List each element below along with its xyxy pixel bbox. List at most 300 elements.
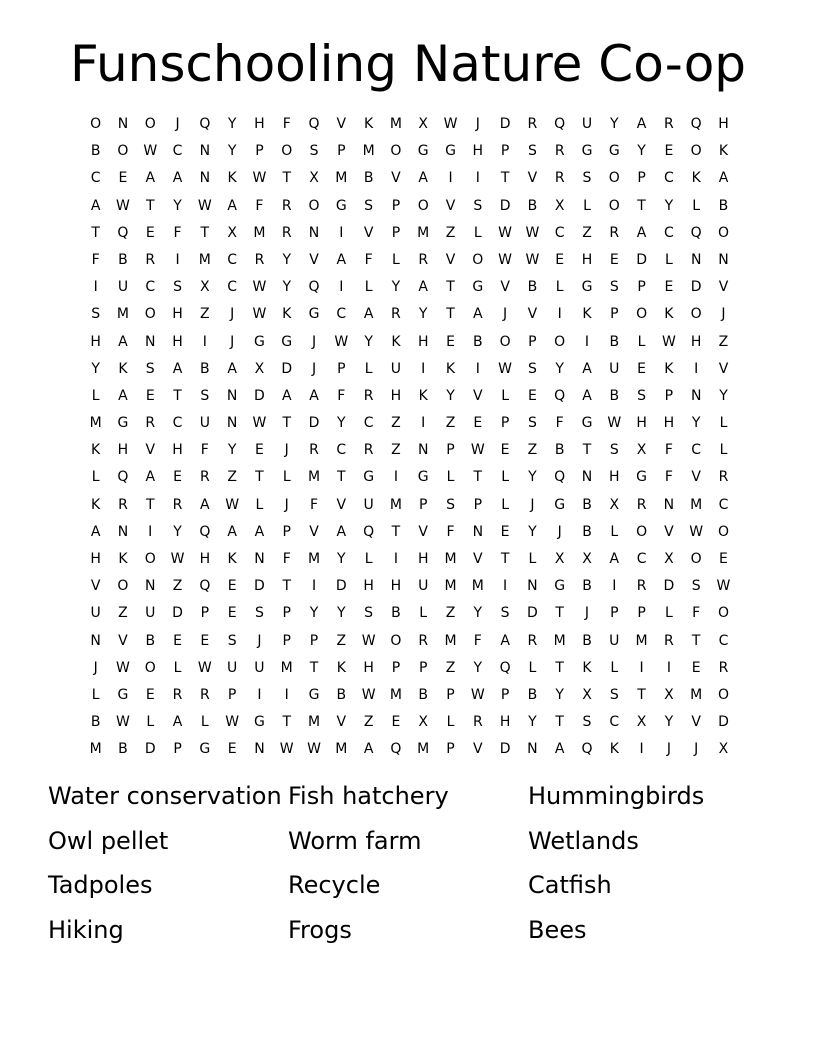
- grid-letter[interactable]: R: [199, 469, 210, 486]
- grid-letter[interactable]: L: [528, 659, 537, 676]
- grid-letter[interactable]: E: [527, 387, 537, 404]
- grid-letter[interactable]: Q: [581, 741, 593, 758]
- grid-letter[interactable]: L: [364, 360, 373, 377]
- grid-letter[interactable]: M: [389, 496, 402, 513]
- grid-letter[interactable]: E: [691, 659, 701, 676]
- grid-letter[interactable]: E: [637, 360, 647, 377]
- grid-letter[interactable]: K: [391, 333, 401, 350]
- grid-letter[interactable]: J: [311, 333, 317, 350]
- grid-letter[interactable]: H: [417, 333, 429, 350]
- grid-letter[interactable]: V: [445, 251, 456, 268]
- grid-letter[interactable]: V: [718, 360, 729, 377]
- grid-letter[interactable]: O: [390, 143, 402, 160]
- grid-letter[interactable]: O: [144, 306, 156, 323]
- grid-letter[interactable]: T: [173, 387, 182, 404]
- grid-letter[interactable]: W: [225, 496, 240, 513]
- grid-letter[interactable]: C: [718, 632, 729, 649]
- grid-letter[interactable]: O: [608, 197, 620, 214]
- grid-letter[interactable]: M: [89, 741, 102, 758]
- grid-letter[interactable]: K: [118, 551, 128, 567]
- grid-letter[interactable]: Q: [554, 469, 566, 486]
- grid-letter[interactable]: Y: [173, 197, 182, 214]
- grid-letter[interactable]: F: [282, 116, 291, 132]
- grid-letter[interactable]: W: [470, 686, 485, 703]
- grid-letter[interactable]: I: [284, 686, 289, 703]
- grid-letter[interactable]: T: [282, 714, 291, 731]
- grid-letter[interactable]: Y: [227, 143, 237, 160]
- grid-letter[interactable]: G: [417, 469, 429, 486]
- grid-letter[interactable]: A: [172, 170, 183, 187]
- grid-letter[interactable]: N: [117, 116, 129, 132]
- grid-letter[interactable]: Z: [445, 224, 456, 241]
- grid-letter[interactable]: L: [664, 251, 673, 268]
- grid-letter[interactable]: U: [390, 360, 402, 377]
- grid-letter[interactable]: D: [335, 578, 347, 595]
- grid-letter[interactable]: B: [609, 333, 620, 350]
- grid-letter[interactable]: S: [473, 197, 483, 214]
- grid-letter[interactable]: V: [309, 523, 319, 540]
- grid-letter[interactable]: V: [336, 116, 347, 132]
- grid-letter[interactable]: N: [690, 251, 702, 268]
- grid-letter[interactable]: H: [690, 333, 702, 350]
- grid-letter[interactable]: B: [582, 578, 592, 595]
- grid-letter[interactable]: O: [117, 143, 129, 160]
- grid-letter[interactable]: S: [527, 143, 537, 160]
- grid-letter[interactable]: B: [336, 686, 347, 703]
- grid-letter[interactable]: I: [475, 360, 480, 377]
- grid-letter[interactable]: G: [254, 714, 265, 731]
- grid-letter[interactable]: O: [144, 659, 156, 676]
- grid-letter[interactable]: X: [554, 551, 565, 567]
- grid-letter[interactable]: A: [90, 197, 101, 214]
- grid-letter[interactable]: W: [661, 333, 676, 350]
- grid-letter[interactable]: G: [581, 279, 593, 296]
- grid-letter[interactable]: W: [716, 578, 731, 595]
- grid-letter[interactable]: T: [637, 686, 646, 703]
- grid-letter[interactable]: B: [391, 605, 401, 622]
- grid-letter[interactable]: G: [445, 143, 456, 160]
- grid-letter[interactable]: Y: [610, 116, 619, 132]
- grid-letter[interactable]: C: [172, 415, 183, 432]
- grid-letter[interactable]: V: [145, 442, 156, 459]
- grid-letter[interactable]: V: [309, 251, 319, 268]
- grid-letter[interactable]: W: [498, 360, 513, 377]
- grid-letter[interactable]: B: [527, 197, 538, 214]
- grid-letter[interactable]: D: [499, 741, 511, 758]
- grid-letter[interactable]: I: [393, 551, 398, 567]
- grid-letter[interactable]: W: [498, 251, 513, 268]
- grid-letter[interactable]: T: [582, 442, 592, 459]
- grid-letter[interactable]: B: [554, 442, 565, 459]
- grid-letter[interactable]: I: [503, 578, 508, 595]
- grid-letter[interactable]: V: [391, 170, 401, 187]
- grid-letter[interactable]: U: [90, 605, 101, 622]
- grid-letter[interactable]: C: [145, 279, 156, 296]
- grid-letter[interactable]: P: [637, 279, 646, 296]
- grid-letter[interactable]: S: [309, 143, 319, 160]
- grid-letter[interactable]: K: [418, 387, 428, 404]
- grid-letter[interactable]: C: [90, 170, 101, 187]
- grid-letter[interactable]: W: [498, 224, 513, 241]
- grid-letter[interactable]: G: [554, 578, 566, 595]
- grid-letter[interactable]: V: [473, 551, 483, 567]
- grid-letter[interactable]: V: [691, 469, 701, 486]
- grid-letter[interactable]: Y: [528, 523, 537, 540]
- grid-letter[interactable]: M: [307, 714, 321, 731]
- grid-letter[interactable]: X: [418, 714, 428, 731]
- grid-letter[interactable]: L: [364, 279, 373, 296]
- grid-letter[interactable]: Q: [117, 469, 129, 486]
- grid-letter[interactable]: N: [199, 143, 211, 160]
- grid-letter[interactable]: I: [557, 306, 562, 323]
- grid-letter[interactable]: L: [255, 496, 264, 513]
- grid-letter[interactable]: Y: [418, 306, 428, 323]
- grid-letter[interactable]: N: [254, 551, 265, 567]
- grid-letter[interactable]: I: [584, 333, 590, 350]
- grid-letter[interactable]: C: [554, 224, 565, 241]
- grid-letter[interactable]: X: [418, 116, 428, 132]
- grid-letter[interactable]: H: [390, 578, 402, 595]
- grid-letter[interactable]: V: [664, 523, 674, 540]
- grid-letter[interactable]: E: [446, 333, 455, 350]
- grid-letter[interactable]: Q: [554, 387, 566, 404]
- grid-letter[interactable]: T: [555, 659, 564, 676]
- grid-letter[interactable]: R: [363, 387, 374, 404]
- grid-letter[interactable]: F: [555, 415, 564, 432]
- grid-letter[interactable]: C: [718, 496, 729, 513]
- grid-letter[interactable]: A: [636, 224, 647, 241]
- grid-letter[interactable]: I: [175, 251, 180, 268]
- grid-letter[interactable]: T: [282, 415, 291, 432]
- grid-letter[interactable]: P: [282, 632, 291, 649]
- grid-letter[interactable]: I: [93, 279, 98, 296]
- grid-letter[interactable]: A: [363, 306, 374, 323]
- grid-letter[interactable]: L: [501, 387, 509, 404]
- grid-letter[interactable]: D: [308, 415, 320, 432]
- grid-letter[interactable]: N: [718, 251, 729, 268]
- grid-letter[interactable]: I: [612, 578, 617, 595]
- grid-letter[interactable]: X: [309, 170, 319, 187]
- grid-letter[interactable]: E: [664, 143, 674, 160]
- grid-letter[interactable]: S: [364, 197, 374, 214]
- grid-letter[interactable]: W: [225, 714, 240, 731]
- grid-letter[interactable]: S: [609, 686, 619, 703]
- grid-letter[interactable]: J: [175, 116, 180, 132]
- grid-letter[interactable]: W: [470, 442, 485, 459]
- grid-letter[interactable]: N: [581, 469, 593, 486]
- grid-letter[interactable]: J: [503, 306, 508, 323]
- grid-letter[interactable]: R: [664, 632, 674, 649]
- grid-letter[interactable]: H: [718, 116, 729, 132]
- grid-letter[interactable]: Z: [200, 306, 210, 323]
- grid-letter[interactable]: K: [582, 659, 592, 676]
- grid-letter[interactable]: O: [690, 551, 702, 567]
- grid-letter[interactable]: Y: [555, 686, 564, 703]
- grid-letter[interactable]: Q: [363, 523, 375, 540]
- grid-letter[interactable]: M: [198, 251, 211, 268]
- grid-letter[interactable]: X: [609, 496, 620, 513]
- grid-letter[interactable]: Q: [199, 578, 211, 595]
- grid-letter[interactable]: Y: [473, 605, 483, 622]
- grid-letter[interactable]: L: [528, 551, 537, 567]
- grid-letter[interactable]: J: [557, 523, 562, 540]
- grid-letter[interactable]: F: [664, 442, 673, 459]
- grid-letter[interactable]: M: [444, 551, 457, 567]
- grid-letter[interactable]: T: [282, 170, 291, 187]
- grid-letter[interactable]: C: [336, 442, 347, 459]
- grid-letter[interactable]: X: [664, 686, 674, 703]
- grid-letter[interactable]: T: [555, 605, 564, 622]
- grid-letter[interactable]: V: [445, 197, 456, 214]
- grid-letter[interactable]: L: [583, 197, 591, 214]
- grid-letter[interactable]: R: [527, 116, 538, 132]
- grid-letter[interactable]: A: [172, 360, 183, 377]
- grid-letter[interactable]: P: [418, 659, 428, 676]
- grid-letter[interactable]: N: [663, 496, 675, 513]
- grid-letter[interactable]: V: [118, 632, 128, 649]
- grid-letter[interactable]: S: [227, 632, 237, 649]
- grid-letter[interactable]: T: [91, 224, 100, 241]
- grid-letter[interactable]: B: [145, 632, 156, 649]
- grid-letter[interactable]: V: [691, 714, 701, 731]
- grid-letter[interactable]: B: [363, 170, 374, 187]
- grid-letter[interactable]: S: [200, 387, 210, 404]
- grid-letter[interactable]: T: [309, 659, 319, 676]
- grid-letter[interactable]: R: [145, 251, 156, 268]
- grid-letter[interactable]: O: [717, 224, 729, 241]
- grid-letter[interactable]: K: [282, 306, 292, 323]
- grid-letter[interactable]: N: [90, 632, 101, 649]
- grid-letter[interactable]: H: [636, 415, 647, 432]
- grid-letter[interactable]: A: [118, 333, 128, 350]
- grid-letter[interactable]: W: [607, 415, 622, 432]
- grid-letter[interactable]: W: [252, 170, 267, 187]
- grid-letter[interactable]: C: [336, 306, 347, 323]
- grid-letter[interactable]: B: [527, 279, 538, 296]
- grid-letter[interactable]: V: [473, 741, 483, 758]
- grid-letter[interactable]: W: [116, 659, 130, 676]
- grid-letter[interactable]: J: [694, 741, 699, 758]
- grid-letter[interactable]: Q: [199, 116, 211, 132]
- grid-letter[interactable]: T: [200, 224, 210, 241]
- grid-letter[interactable]: N: [417, 442, 429, 459]
- grid-letter[interactable]: M: [690, 686, 703, 703]
- grid-letter[interactable]: X: [664, 551, 674, 567]
- grid-letter[interactable]: F: [173, 224, 182, 241]
- grid-letter[interactable]: A: [500, 632, 510, 649]
- grid-letter[interactable]: H: [609, 469, 620, 486]
- grid-letter[interactable]: F: [337, 387, 346, 404]
- grid-letter[interactable]: A: [172, 714, 183, 731]
- grid-letter[interactable]: O: [636, 306, 648, 323]
- grid-letter[interactable]: W: [689, 523, 704, 540]
- grid-letter[interactable]: H: [417, 551, 429, 567]
- grid-letter[interactable]: N: [226, 387, 238, 404]
- grid-letter[interactable]: E: [173, 469, 182, 486]
- grid-letter[interactable]: W: [252, 306, 267, 323]
- grid-letter[interactable]: L: [719, 415, 728, 432]
- grid-letter[interactable]: A: [473, 306, 483, 323]
- grid-letter[interactable]: O: [717, 523, 729, 540]
- grid-letter[interactable]: R: [172, 686, 183, 703]
- grid-letter[interactable]: Q: [390, 741, 402, 758]
- grid-letter[interactable]: S: [691, 578, 701, 595]
- grid-letter[interactable]: A: [118, 387, 128, 404]
- grid-letter[interactable]: D: [718, 714, 729, 731]
- grid-letter[interactable]: S: [527, 360, 537, 377]
- grid-letter[interactable]: L: [473, 224, 482, 241]
- grid-letter[interactable]: K: [91, 442, 101, 459]
- grid-letter[interactable]: V: [500, 279, 510, 296]
- grid-letter[interactable]: K: [445, 360, 456, 377]
- grid-letter[interactable]: J: [584, 605, 590, 622]
- grid-letter[interactable]: R: [718, 469, 729, 486]
- grid-letter[interactable]: A: [227, 197, 237, 214]
- grid-letter[interactable]: V: [363, 224, 374, 241]
- grid-letter[interactable]: T: [555, 714, 564, 731]
- grid-letter[interactable]: B: [90, 714, 101, 731]
- grid-letter[interactable]: B: [582, 496, 592, 513]
- grid-letter[interactable]: R: [636, 496, 647, 513]
- grid-letter[interactable]: G: [608, 143, 620, 160]
- grid-letter[interactable]: G: [472, 279, 484, 296]
- grid-letter[interactable]: E: [555, 251, 565, 268]
- grid-letter[interactable]: D: [663, 578, 675, 595]
- grid-letter[interactable]: O: [390, 632, 402, 649]
- grid-letter[interactable]: I: [311, 578, 317, 595]
- grid-letter[interactable]: O: [417, 197, 429, 214]
- grid-letter[interactable]: O: [90, 116, 102, 132]
- grid-letter[interactable]: Q: [690, 116, 702, 132]
- grid-letter[interactable]: R: [199, 686, 210, 703]
- grid-letter[interactable]: A: [227, 360, 237, 377]
- grid-letter[interactable]: H: [390, 387, 402, 404]
- grid-letter[interactable]: M: [553, 632, 566, 649]
- grid-letter[interactable]: L: [719, 442, 728, 459]
- grid-letter[interactable]: O: [717, 605, 729, 622]
- grid-letter[interactable]: I: [339, 224, 344, 241]
- grid-letter[interactable]: F: [255, 197, 264, 214]
- grid-letter[interactable]: O: [636, 523, 648, 540]
- grid-letter[interactable]: T: [446, 306, 455, 323]
- grid-letter[interactable]: E: [227, 605, 237, 622]
- grid-letter[interactable]: L: [446, 714, 455, 731]
- grid-letter[interactable]: U: [418, 578, 429, 595]
- grid-letter[interactable]: Y: [555, 360, 564, 377]
- grid-letter[interactable]: N: [145, 578, 156, 595]
- grid-letter[interactable]: M: [253, 224, 266, 241]
- grid-letter[interactable]: D: [636, 251, 647, 268]
- grid-letter[interactable]: Y: [473, 659, 483, 676]
- grid-letter[interactable]: Y: [664, 714, 674, 731]
- grid-letter[interactable]: S: [145, 360, 155, 377]
- grid-letter[interactable]: N: [308, 224, 320, 241]
- grid-letter[interactable]: D: [281, 360, 293, 377]
- grid-letter[interactable]: P: [610, 306, 619, 323]
- grid-letter[interactable]: K: [227, 170, 237, 187]
- grid-letter[interactable]: L: [364, 551, 373, 567]
- grid-letter[interactable]: E: [719, 551, 728, 567]
- grid-letter[interactable]: S: [500, 605, 510, 622]
- grid-letter[interactable]: P: [282, 605, 291, 622]
- grid-letter[interactable]: D: [144, 741, 156, 758]
- grid-letter[interactable]: P: [391, 197, 401, 214]
- grid-letter[interactable]: G: [581, 415, 593, 432]
- grid-letter[interactable]: P: [227, 686, 237, 703]
- grid-letter[interactable]: P: [255, 143, 264, 160]
- grid-letter[interactable]: Y: [282, 251, 291, 268]
- grid-letter[interactable]: W: [443, 116, 458, 132]
- grid-letter[interactable]: K: [364, 116, 374, 132]
- grid-letter[interactable]: T: [691, 632, 701, 649]
- grid-letter[interactable]: M: [690, 496, 703, 513]
- grid-letter[interactable]: X: [554, 197, 565, 214]
- grid-letter[interactable]: E: [391, 714, 401, 731]
- grid-letter[interactable]: Z: [172, 578, 183, 595]
- grid-letter[interactable]: R: [172, 496, 183, 513]
- grid-letter[interactable]: M: [389, 686, 402, 703]
- grid-letter[interactable]: A: [554, 741, 565, 758]
- grid-letter[interactable]: P: [418, 496, 428, 513]
- grid-letter[interactable]: M: [307, 551, 321, 567]
- grid-letter[interactable]: G: [117, 415, 129, 432]
- grid-letter[interactable]: K: [609, 741, 619, 758]
- grid-letter[interactable]: R: [718, 659, 729, 676]
- grid-letter[interactable]: W: [116, 714, 130, 731]
- grid-letter[interactable]: J: [230, 333, 235, 350]
- grid-letter[interactable]: M: [471, 578, 484, 595]
- grid-letter[interactable]: S: [254, 605, 264, 622]
- grid-letter[interactable]: P: [337, 360, 346, 377]
- grid-letter[interactable]: P: [500, 143, 510, 160]
- grid-letter[interactable]: N: [226, 415, 238, 432]
- grid-letter[interactable]: R: [309, 442, 319, 459]
- grid-letter[interactable]: J: [284, 442, 289, 459]
- grid-letter[interactable]: M: [116, 306, 129, 323]
- grid-letter[interactable]: U: [117, 279, 129, 296]
- grid-letter[interactable]: A: [145, 170, 156, 187]
- grid-letter[interactable]: S: [446, 496, 455, 513]
- grid-letter[interactable]: R: [281, 197, 292, 214]
- grid-letter[interactable]: Y: [227, 116, 237, 132]
- grid-letter[interactable]: P: [200, 605, 210, 622]
- grid-letter[interactable]: O: [690, 306, 702, 323]
- grid-letter[interactable]: R: [391, 306, 401, 323]
- grid-letter[interactable]: K: [118, 360, 128, 377]
- grid-letter[interactable]: U: [581, 116, 593, 132]
- grid-letter[interactable]: B: [118, 251, 128, 268]
- grid-letter[interactable]: V: [336, 496, 347, 513]
- grid-letter[interactable]: G: [308, 306, 320, 323]
- grid-letter[interactable]: I: [421, 415, 426, 432]
- grid-letter[interactable]: N: [254, 741, 265, 758]
- grid-letter[interactable]: R: [664, 116, 674, 132]
- grid-letter[interactable]: D: [254, 578, 265, 595]
- grid-letter[interactable]: H: [172, 306, 183, 323]
- grid-letter[interactable]: R: [363, 442, 374, 459]
- grid-letter[interactable]: X: [718, 741, 729, 758]
- grid-letter[interactable]: A: [90, 523, 101, 540]
- grid-letter[interactable]: D: [254, 387, 265, 404]
- grid-letter[interactable]: Q: [199, 523, 211, 540]
- grid-letter[interactable]: V: [527, 306, 538, 323]
- grid-letter[interactable]: L: [555, 279, 564, 296]
- grid-letter[interactable]: Z: [391, 415, 401, 432]
- grid-letter[interactable]: N: [527, 741, 538, 758]
- grid-letter[interactable]: K: [718, 143, 729, 160]
- grid-letter[interactable]: Y: [391, 279, 401, 296]
- grid-letter[interactable]: A: [145, 469, 156, 486]
